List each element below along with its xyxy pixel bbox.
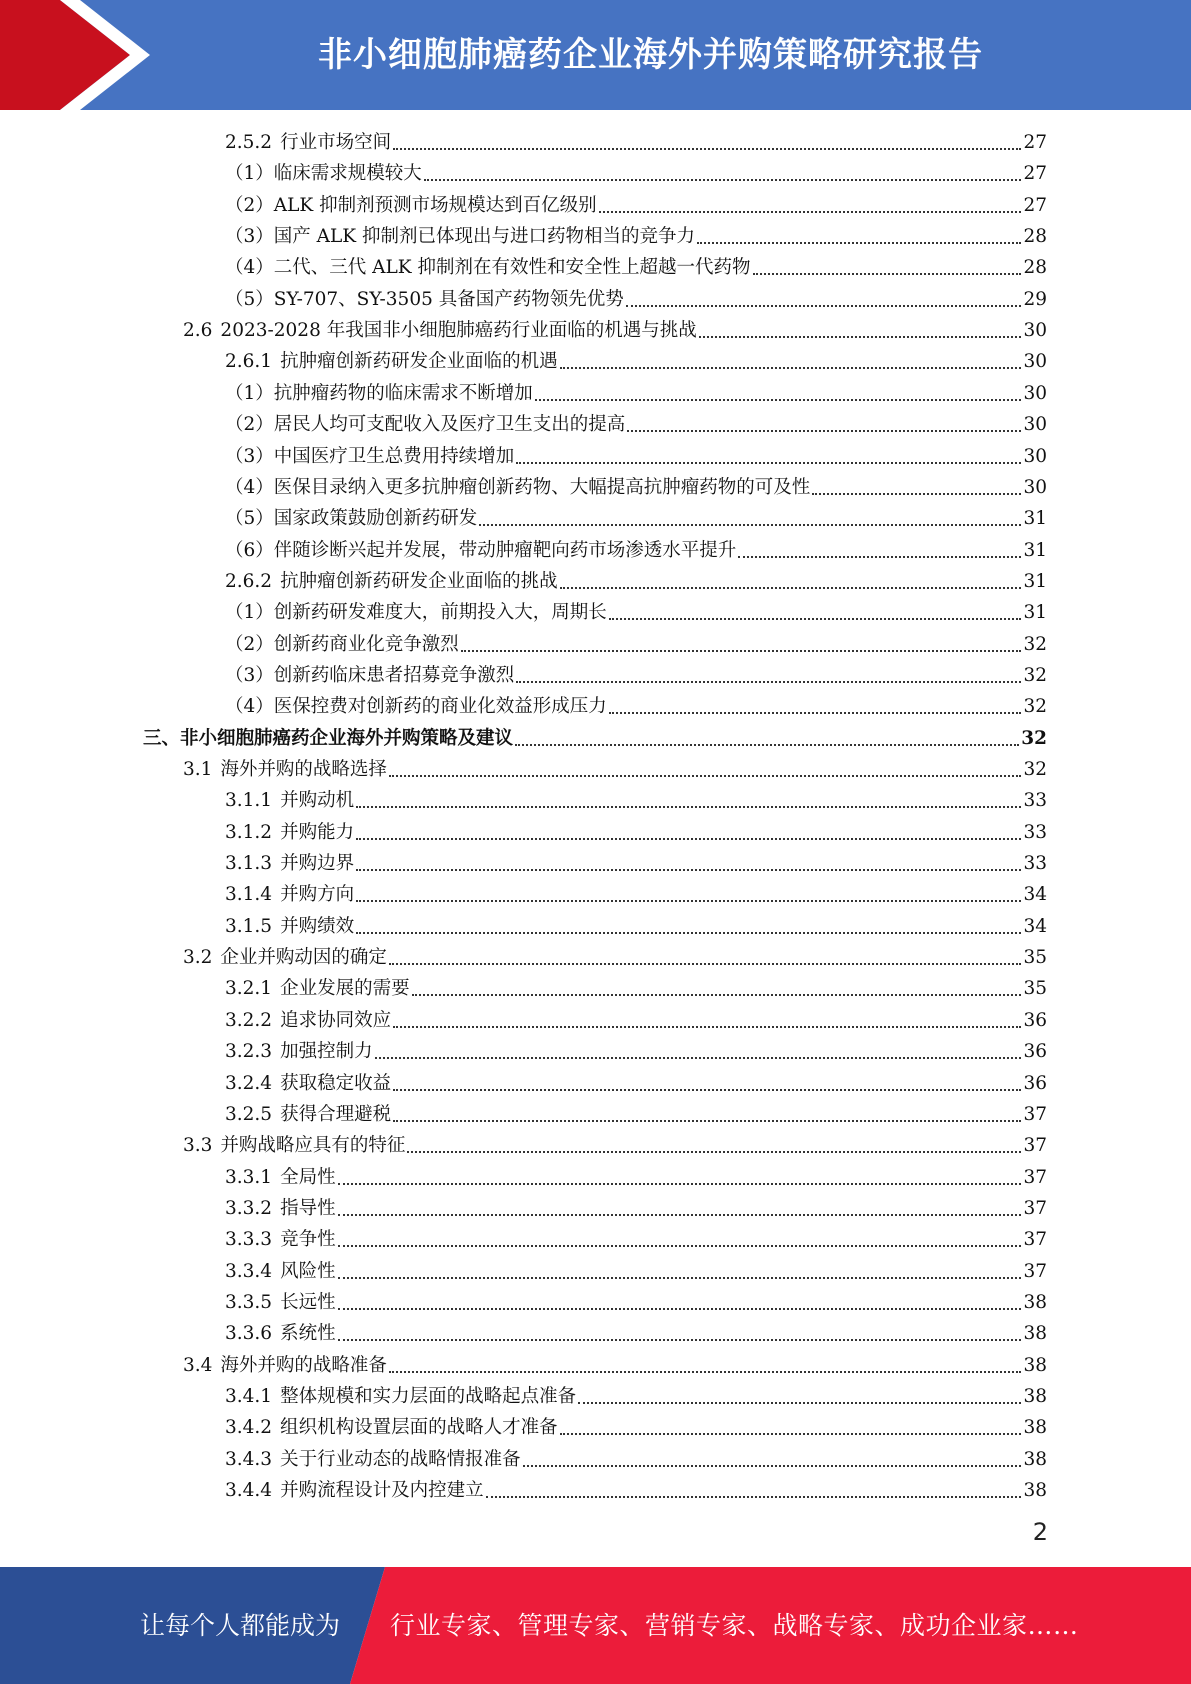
toc-entry[interactable]	[225, 1068, 1047, 1099]
toc-entry[interactable]	[225, 1256, 1047, 1287]
toc-dot-leader	[389, 752, 1022, 777]
toc-entry-number: 2.6.2	[225, 570, 273, 592]
toc-dot-leader	[356, 909, 1021, 934]
toc-entry-title: （3）中国医疗卫生总费用持续增加	[225, 445, 515, 467]
toc-entry-title: （2）创新药商业化竞争激烈	[225, 633, 459, 655]
toc-entry-page: 35	[1023, 978, 1047, 1000]
toc-entry-number: 3.2	[183, 947, 213, 969]
toc-entry-page: 36	[1023, 1041, 1047, 1063]
toc-dot-leader	[338, 1191, 1022, 1216]
toc-entry-title: （4）二代、三代 ALK 抑制剂在有效性和安全性上超越一代药物	[225, 257, 751, 279]
toc-dot-leader	[461, 627, 1022, 652]
toc-dot-leader	[515, 721, 1019, 746]
toc-entry-page: 31	[1023, 508, 1047, 530]
toc-entry-title: （1）抗肿瘤药物的临床需求不断增加	[225, 382, 533, 404]
toc-entry-page: 37	[1023, 1260, 1047, 1282]
footer-banner	[0, 1567, 1191, 1684]
toc-entry-number: 3.2.1	[225, 978, 273, 1000]
toc-dot-leader	[375, 1034, 1022, 1059]
toc-dot-leader	[560, 564, 1022, 589]
toc-entry-page: 30	[1023, 351, 1047, 373]
toc-entry-title: （5）国家政策鼓励创新药研发	[225, 508, 478, 530]
toc-entry-title: 抗肿瘤创新药研发企业面临的挑战	[280, 570, 558, 592]
toc-entry-page: 31	[1023, 539, 1047, 561]
toc-entry[interactable]	[225, 503, 1047, 534]
toc-entry-page: 32	[1023, 664, 1047, 686]
toc-entry-title: （4）医保目录纳入更多抗肿瘤创新药物、大幅提高抗肿瘤药物的可及性	[225, 476, 811, 498]
toc-dot-leader	[389, 1348, 1022, 1373]
toc-entry[interactable]	[225, 597, 1047, 628]
toc-dot-leader	[523, 1442, 1022, 1467]
toc-entry-number: 3.2.2	[225, 1009, 273, 1031]
toc-dot-leader	[338, 1160, 1022, 1185]
toc-entry[interactable]	[183, 1350, 1047, 1381]
toc-entry[interactable]	[225, 1036, 1047, 1067]
toc-entry[interactable]	[225, 566, 1047, 597]
toc-entry-title: 追求协同效应	[280, 1009, 392, 1031]
toc-entry[interactable]	[225, 1412, 1047, 1443]
toc-entry[interactable]	[225, 691, 1047, 722]
toc-entry-page: 31	[1023, 602, 1047, 624]
toc-dot-leader	[356, 877, 1021, 902]
toc-entry[interactable]	[225, 817, 1047, 848]
toc-entry-title: （5）SY-707、SY-3505 具备国产药物领先优势	[225, 288, 624, 310]
toc-entry-title: 并购边界	[280, 853, 355, 875]
toc-entry-title: 全局性	[280, 1166, 336, 1188]
toc-entry-page: 31	[1023, 570, 1047, 592]
toc-entry-page: 37	[1023, 1166, 1047, 1188]
toc-entry-title: 系统性	[280, 1323, 336, 1345]
toc-entry-page: 30	[1023, 445, 1047, 467]
toc-entry-number: 2.5.2	[225, 132, 273, 153]
toc-entry[interactable]	[225, 535, 1047, 566]
toc-entry-page: 32	[1023, 633, 1047, 655]
toc-dot-leader	[393, 1066, 1021, 1091]
toc-entry-number: 3.2.4	[225, 1072, 273, 1094]
toc-entry[interactable]	[225, 973, 1047, 1004]
toc-entry-page: 38	[1023, 1291, 1047, 1313]
page-number: 2	[1032, 1518, 1048, 1546]
toc-entry-title: （4）医保控费对创新药的商业化效益形成压力	[225, 696, 607, 718]
toc-dot-leader	[338, 1222, 1022, 1247]
toc-entry-number: 3.1.2	[225, 821, 273, 843]
toc-entry-page: 27	[1023, 194, 1047, 216]
toc-dot-leader	[407, 1128, 1021, 1153]
toc-entry[interactable]	[225, 190, 1047, 221]
toc-entry-page: 38	[1023, 1480, 1047, 1502]
report-header	[0, 0, 1191, 110]
toc-entry-page: 30	[1023, 414, 1047, 436]
toc-entry-number: 3.1	[183, 759, 213, 780]
toc-entry-title: （1）临床需求规模较大	[225, 163, 422, 185]
toc-dot-leader	[753, 250, 1022, 275]
toc-dot-leader	[627, 407, 1021, 432]
toc-entry-number: 3.4.3	[225, 1448, 273, 1470]
toc-entry-page: 38	[1023, 1448, 1047, 1470]
toc-entry-page: 33	[1023, 853, 1047, 875]
toc-entry-number: 3.1.1	[225, 790, 273, 812]
toc-dot-leader	[699, 313, 1022, 338]
toc-dot-leader	[393, 1003, 1021, 1028]
toc-dot-leader	[356, 783, 1021, 808]
toc-entry[interactable]	[225, 785, 1047, 816]
toc-dot-leader	[560, 1410, 1022, 1435]
toc-dot-leader	[560, 344, 1022, 369]
toc-dot-leader	[486, 1473, 1022, 1498]
toc-entry[interactable]	[225, 660, 1047, 691]
toc-entry[interactable]	[225, 911, 1047, 942]
toc-entry[interactable]	[225, 1287, 1047, 1318]
toc-dot-leader	[356, 846, 1021, 871]
toc-entry-title: （3）创新药临床患者招募竞争激烈	[225, 664, 515, 686]
toc-entry-title: 企业并购动因的确定	[220, 947, 387, 969]
toc-entry[interactable]	[225, 221, 1047, 252]
toc-entry[interactable]	[225, 848, 1047, 879]
toc-entry-page: 34	[1023, 884, 1047, 906]
toc-dot-leader	[516, 439, 1021, 464]
toc-entry-title: 三、非小细胞肺癌药企业海外并购策略及建议	[143, 727, 514, 749]
toc-entry-page: 34	[1023, 915, 1047, 937]
toc-entry[interactable]	[183, 1130, 1047, 1161]
toc-dot-leader	[356, 815, 1021, 840]
toc-entry-title: 组织机构设置层面的战略人才准备	[280, 1417, 558, 1439]
toc-entry-title: 行业市场空间	[280, 132, 392, 153]
footer-slogan-right: 行业专家、管理专家、营销专家、战略专家、成功企业家……	[390, 1611, 1079, 1640]
toc-entry-title: 海外并购的战略选择	[220, 759, 387, 780]
toc-entry-page: 32	[1021, 727, 1047, 749]
toc-entry-page: 33	[1023, 821, 1047, 843]
toc-entry-number: 3.3.1	[225, 1166, 273, 1188]
toc-entry-page: 30	[1023, 476, 1047, 498]
toc-entry-title: 加强控制力	[280, 1041, 373, 1063]
toc-entry-title: （1）创新药研发难度大，前期投入大，周期长	[225, 602, 607, 624]
toc-entry[interactable]	[225, 1193, 1047, 1224]
toc-entry-number: 3.4.4	[225, 1480, 273, 1502]
toc-entry-number: 3.1.5	[225, 915, 273, 937]
toc-entry[interactable]	[225, 879, 1047, 910]
toc-entry-page: 37	[1023, 1197, 1047, 1219]
toc-entry-number: 2.6.1	[225, 351, 273, 373]
toc-entry-page: 35	[1023, 947, 1047, 969]
toc-entry-page: 28	[1023, 257, 1047, 279]
toc-entry-number: 3.4.1	[225, 1386, 273, 1407]
toc-entry[interactable]	[225, 1224, 1047, 1255]
toc-entry-page: 30	[1023, 320, 1047, 342]
toc-entry[interactable]	[225, 1162, 1047, 1193]
toc-entry[interactable]	[225, 472, 1047, 503]
toc-entry-page: 36	[1023, 1072, 1047, 1094]
toc-entry-page: 32	[1023, 759, 1047, 780]
toc-entry-number: 3.3	[183, 1135, 213, 1157]
toc-entry-page: 37	[1023, 1229, 1047, 1251]
toc-entry-number: 3.3.5	[225, 1291, 273, 1313]
toc-entry-title: （6）伴随诊断兴起并发展，带动肿瘤靶向药市场渗透水平提升	[225, 539, 737, 561]
toc-dot-leader	[697, 219, 1021, 244]
toc-entry-page: 33	[1023, 790, 1047, 812]
toc-entry[interactable]	[183, 942, 1047, 973]
toc-dot-leader	[535, 376, 1022, 401]
toc-entry[interactable]	[225, 284, 1047, 315]
toc-entry-number: 3.3.3	[225, 1229, 273, 1251]
toc-entry-title: 获取稳定收益	[280, 1072, 392, 1094]
toc-entry-title: （2）ALK 抑制剂预测市场规模达到百亿级别	[225, 194, 597, 216]
toc-entry-number: 3.3.6	[225, 1323, 273, 1345]
toc-entry-title: 2023-2028 年我国非小细胞肺癌药行业面临的机遇与挑战	[220, 320, 697, 342]
toc-entry-page: 28	[1023, 226, 1047, 248]
toc-entry[interactable]	[225, 441, 1047, 472]
toc-dot-leader	[338, 1316, 1022, 1341]
toc-entry-page: 38	[1023, 1386, 1047, 1407]
toc-entry[interactable]	[225, 1005, 1047, 1036]
toc-entry-title: 并购能力	[280, 821, 355, 843]
toc-entry-page: 38	[1023, 1354, 1047, 1376]
toc-entry-title: 整体规模和实力层面的战略起点准备	[280, 1386, 577, 1407]
toc-entry-title: 风险性	[280, 1260, 336, 1282]
toc-entry-page: 37	[1023, 1135, 1047, 1157]
toc-entry[interactable]	[225, 1381, 1047, 1412]
toc-entry-title: 关于行业动态的战略情报准备	[280, 1448, 521, 1470]
toc-entry[interactable]	[183, 754, 1047, 785]
toc-entry[interactable]	[183, 315, 1047, 346]
toc-entry-page: 38	[1023, 1323, 1047, 1345]
toc-entry-number: 2.6	[183, 320, 213, 342]
toc-dot-leader	[599, 188, 1022, 213]
toc-dot-leader	[626, 282, 1022, 307]
toc-entry-title: （2）居民人均可支配收入及医疗卫生支出的提高	[225, 414, 626, 436]
toc-dot-leader	[516, 658, 1021, 683]
toc-dot-leader	[424, 156, 1022, 181]
footer-slogan-left: 让每个人都能成为	[139, 1611, 340, 1640]
toc-entry-page: 36	[1023, 1009, 1047, 1031]
toc-entry-title: 并购流程设计及内控建立	[280, 1480, 484, 1502]
toc-dot-leader	[738, 533, 1021, 558]
toc-entry-number: 3.4	[183, 1354, 213, 1376]
toc-dot-leader	[578, 1379, 1021, 1404]
toc-dot-leader	[479, 501, 1021, 526]
toc-entry-number: 3.2.5	[225, 1103, 273, 1125]
toc-dot-leader	[393, 125, 1021, 150]
toc-dot-leader	[389, 940, 1022, 965]
toc-dot-leader	[412, 971, 1022, 996]
toc-entry-page: 30	[1023, 382, 1047, 404]
toc-entry-page: 27	[1023, 163, 1047, 185]
toc-dot-leader	[338, 1254, 1022, 1279]
toc-entry-page: 32	[1023, 696, 1047, 718]
toc-dot-leader	[609, 595, 1022, 620]
toc-entry-number: 3.2.3	[225, 1041, 273, 1063]
toc-entry[interactable]	[225, 1444, 1047, 1475]
toc-entry-number: 3.1.3	[225, 853, 273, 875]
toc-entry-title: 并购方向	[280, 884, 355, 906]
toc-entry[interactable]	[225, 1099, 1047, 1130]
toc-dot-leader	[609, 689, 1022, 714]
toc-entry-title: 抗肿瘤创新药研发企业面临的机遇	[280, 351, 558, 373]
toc-entry-title: 竞争性	[280, 1229, 336, 1251]
toc-dot-leader	[338, 1285, 1022, 1310]
toc-entry-title: 并购绩效	[280, 915, 355, 937]
toc-entry-number: 3.3.2	[225, 1197, 273, 1219]
header-chevron-logo	[0, 0, 160, 110]
toc-entry-page: 38	[1023, 1417, 1047, 1439]
toc-entry[interactable]	[225, 629, 1047, 660]
toc-entry-title: 长远性	[280, 1291, 336, 1313]
toc-entry[interactable]	[225, 346, 1047, 377]
toc-dot-leader	[393, 1097, 1021, 1122]
toc-entry[interactable]	[225, 1318, 1047, 1349]
toc-entry-title: 指导性	[280, 1197, 336, 1219]
toc-entry-number: 3.3.4	[225, 1260, 273, 1282]
toc-entry-title: 企业发展的需要	[280, 978, 410, 1000]
toc-entry-page: 29	[1023, 288, 1047, 310]
toc-entry-page: 27	[1023, 132, 1047, 153]
toc-entry-title: 并购动机	[280, 790, 355, 812]
report-title: 非小细胞肺癌药企业海外并购策略研究报告	[318, 35, 983, 75]
toc-entry[interactable]	[225, 378, 1047, 409]
toc-entry[interactable]	[225, 127, 1047, 158]
toc-dot-leader	[812, 470, 1021, 495]
toc-entry-title: 获得合理避税	[280, 1103, 392, 1125]
toc-entry-title: 海外并购的战略准备	[220, 1354, 387, 1376]
toc-entry-page: 37	[1023, 1103, 1047, 1125]
toc-entry[interactable]	[143, 723, 1047, 754]
toc-entry-number: 3.1.4	[225, 884, 273, 906]
toc-entry[interactable]	[225, 409, 1047, 440]
toc-entry[interactable]	[225, 252, 1047, 283]
toc-entry-number: 3.4.2	[225, 1417, 273, 1439]
toc-entry[interactable]	[225, 158, 1047, 189]
toc-entry-title: 并购战略应具有的特征	[220, 1135, 406, 1157]
toc-entry[interactable]	[225, 1475, 1047, 1506]
toc-entry-title: （3）国产 ALK 抑制剂已体现出与进口药物相当的竞争力	[225, 226, 695, 248]
